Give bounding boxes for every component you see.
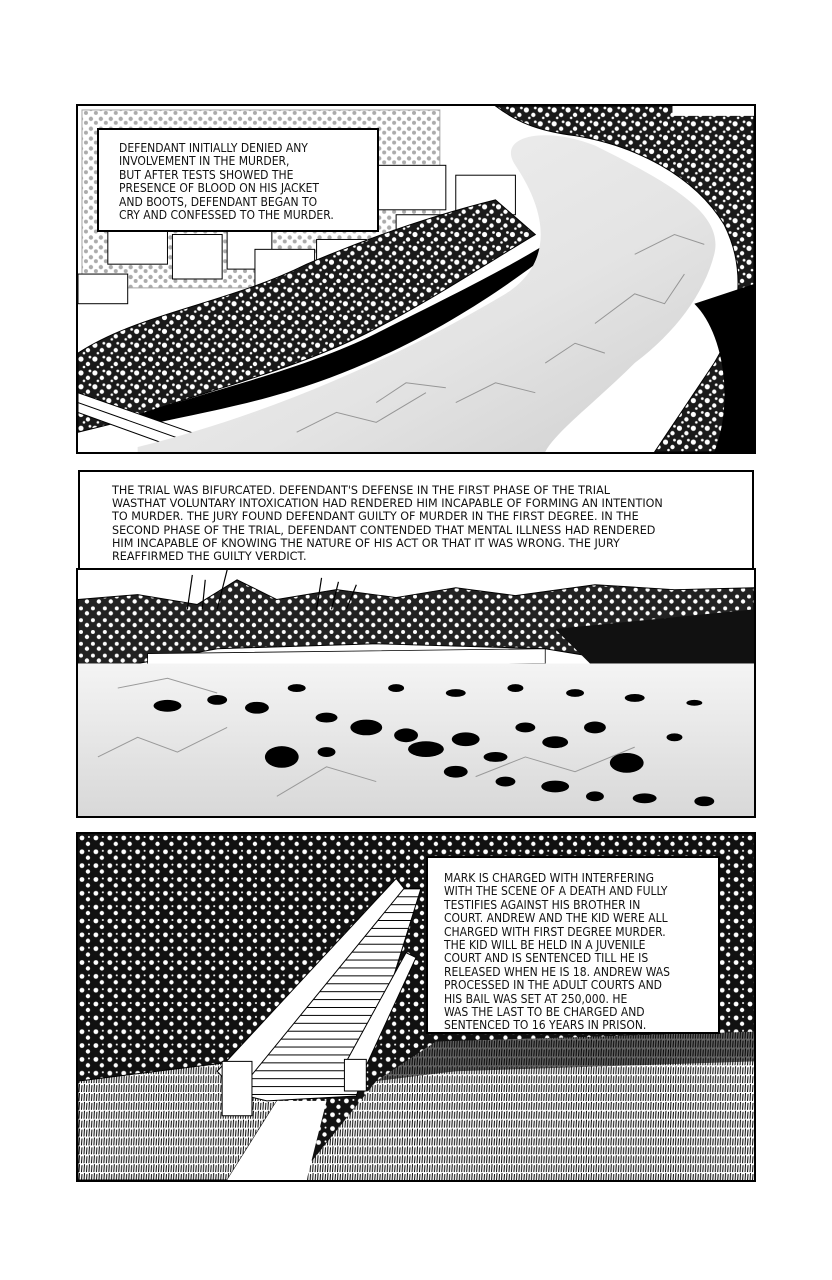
panel-rocky-river [76,568,756,818]
caption-trial: THE TRIAL WAS BIFURCATED. DEFENDANT'S DEFENSE IN THE FIRST PHASE OF THE TRIAL WASTHAT VOLUNTARY INTOXICATION HAD RENDERED HIM INCAPABLE OF FORMING AN INTENTION TO MURDER. THE JURY FOUND DEFENDANT GUILTY OF MURDER IN THE FIRST DEGREE. IN THE SECOND PHASE OF THE TRIAL, DEFENDANT CONTENDED THAT MENTAL ILLNESS HAD RENDERED HIM INCAPABLE OF KNOWING THE NATURE OF HIS ACT OR THAT IT WAS WRONG. THE JURY REAFFIRMED THE GUILTY VERDICT. [112,484,663,564]
rocky-river-illustration [78,570,754,816]
panel-river-bend [76,104,756,454]
panel-park-stairs [76,832,756,1182]
caption-sentencing: MARK IS CHARGED WITH INTERFERING WITH THE SCENE OF A DEATH AND FULLY TESTIFIES AGAINST HIS BROTHER IN COURT. ANDREW AND THE KID WERE ALL CHARGED WITH FIRST DEGREE MURDER. THE KID WILL BE HELD IN A JUVENILE COURT AND IS SENTENCED TILL HE IS RELEASED WHEN HE IS 18. ANDREW WAS PROCESSED IN THE ADULT COURTS AND HIS BAIL WAS SET AT 250,000. HE WAS THE LAST TO BE CHARGED AND SENTENCED TO 16 YEARS IN PRISON. [426,856,720,1034]
caption-box-trial [78,470,754,568]
caption-confession: DEFENDANT INITIALLY DENIED ANY INVOLVEMENT IN THE MURDER, BUT AFTER TESTS SHOWED THE PRESENCE OF BLOOD ON HIS JACKET AND BOOTS, DEFENDANT BEGAN TO CRY AND CONFESSED TO THE MURDER. [97,128,379,232]
